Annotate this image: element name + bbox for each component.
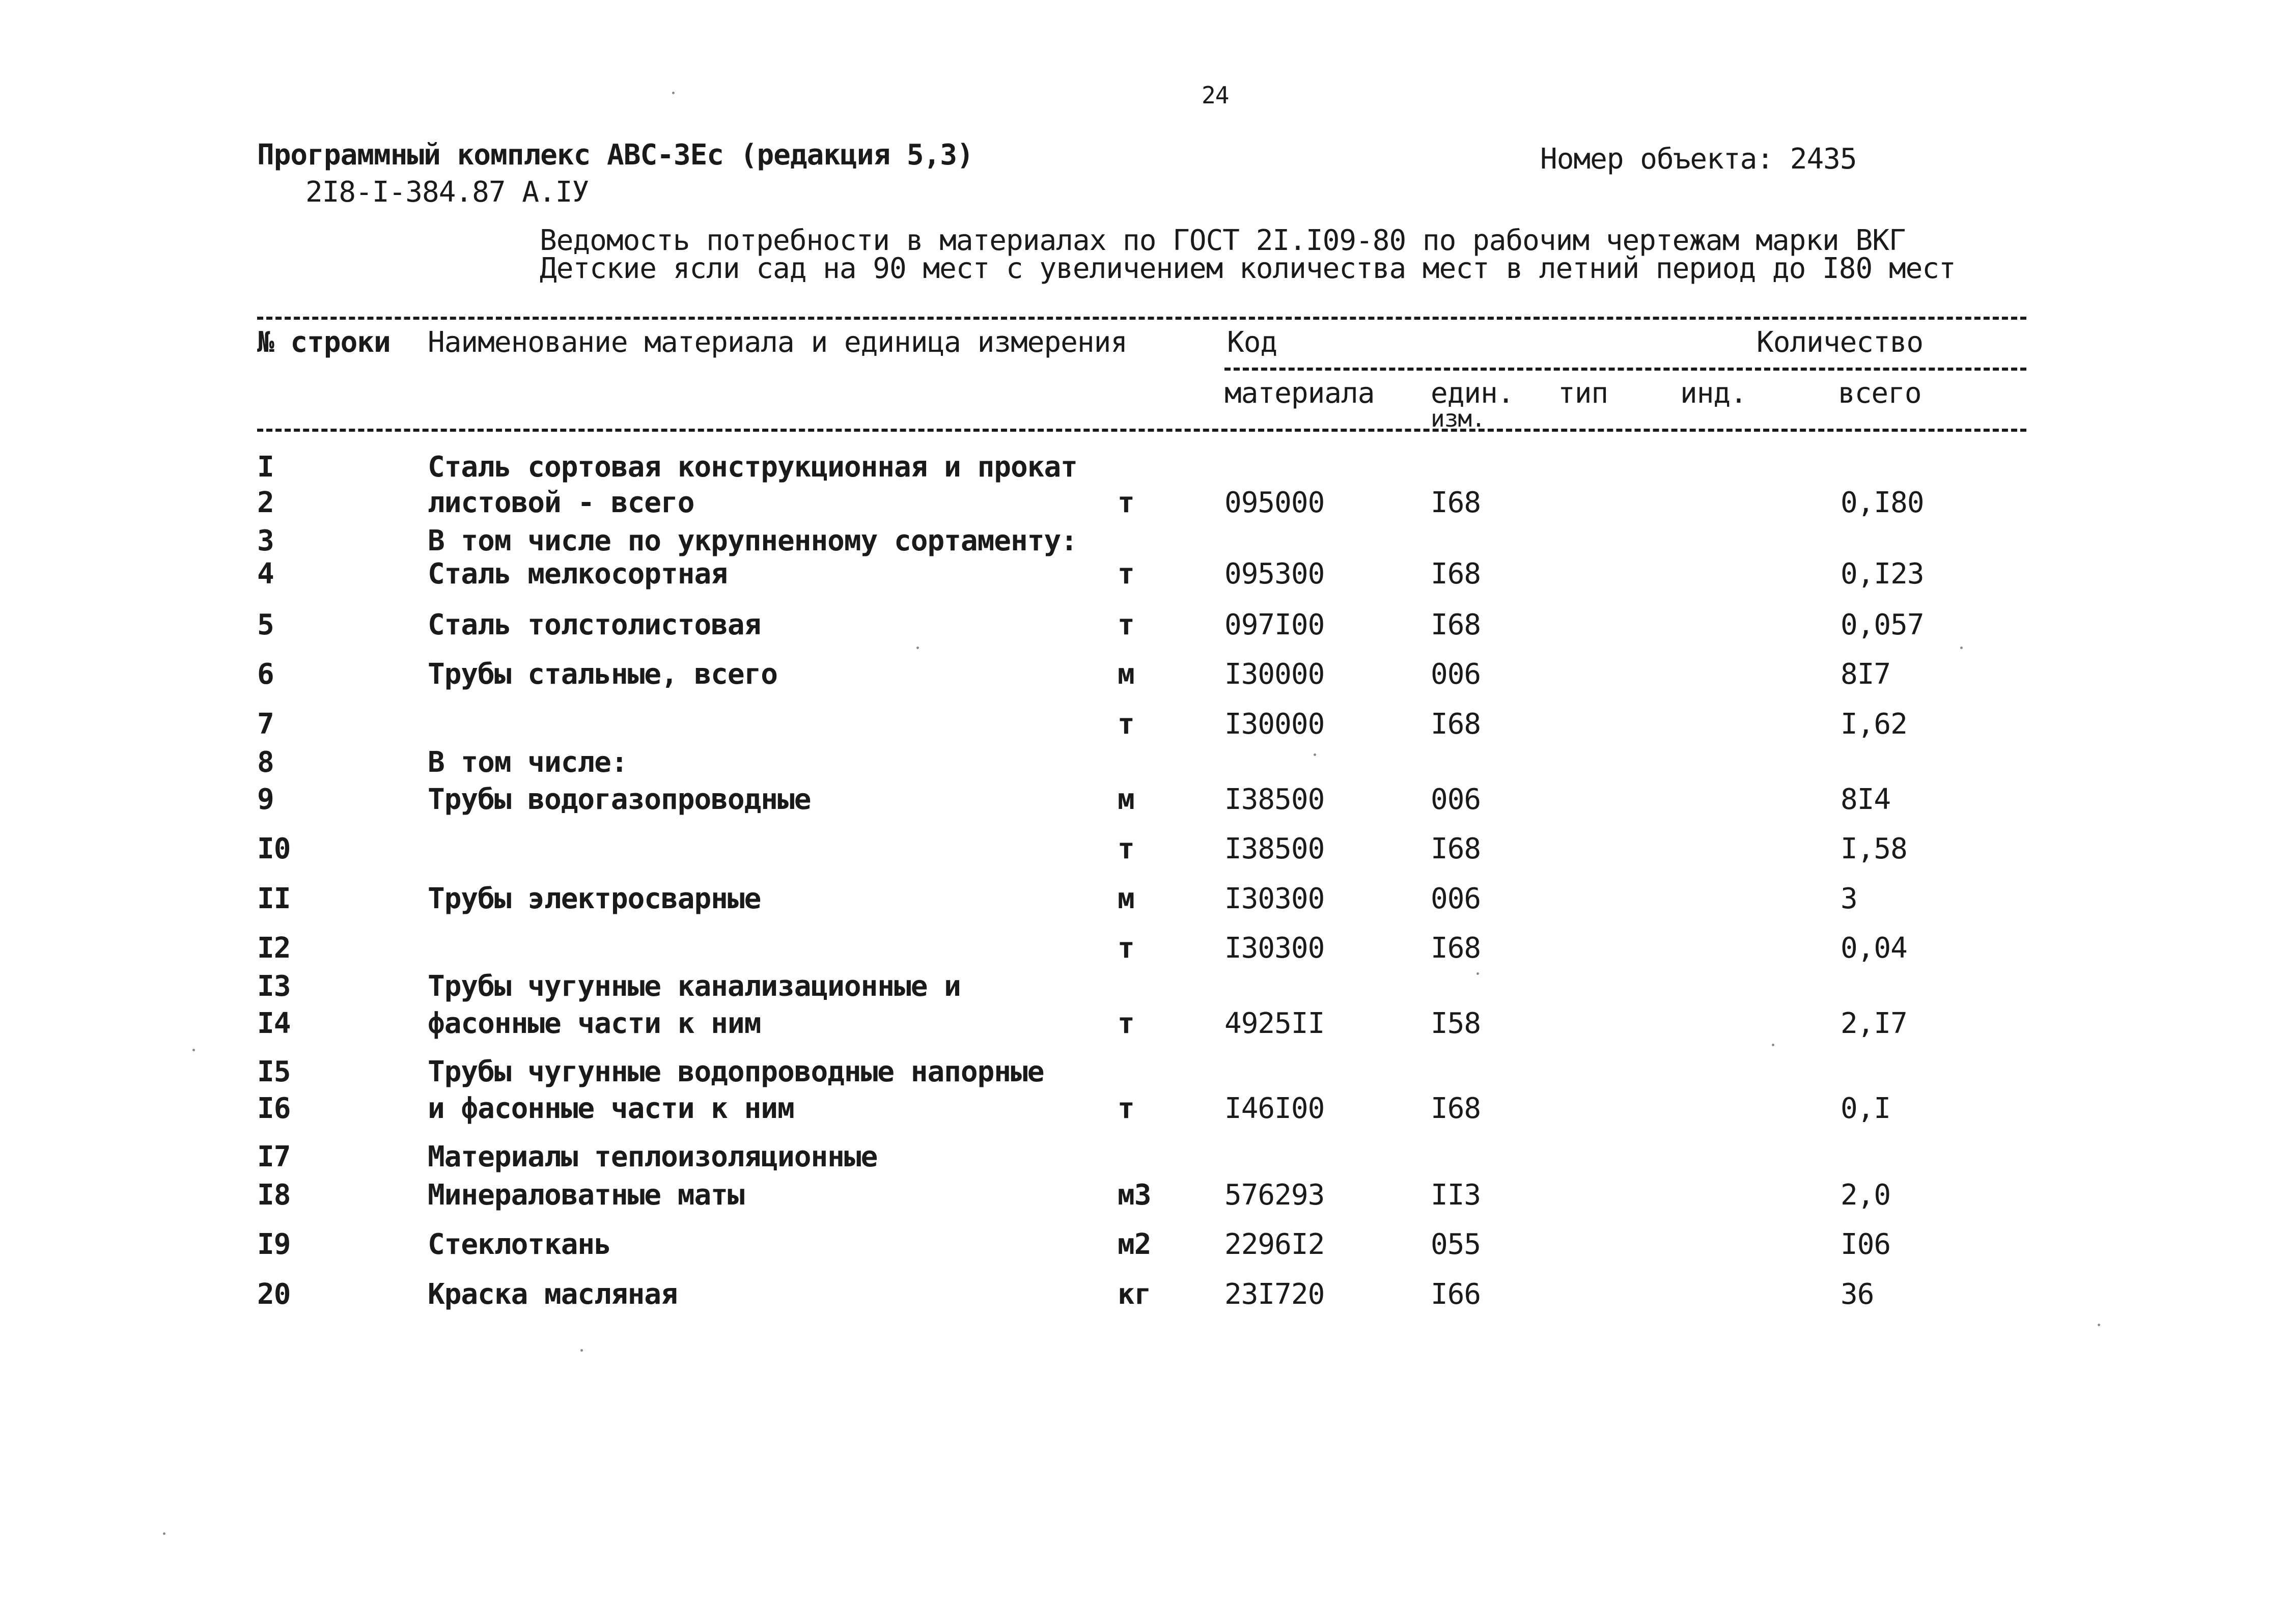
material-name: В том числе:	[428, 746, 628, 779]
material-name: Трубы водогазопроводные	[428, 783, 811, 816]
total: 0,057	[1841, 608, 1924, 641]
scan-speck	[2098, 1324, 2100, 1326]
scan-speck	[1314, 753, 1316, 756]
row-number: 5	[257, 608, 274, 641]
unit-code: I68	[1431, 708, 1481, 741]
material-code: 097I00	[1224, 608, 1325, 641]
header-bottom-rule	[257, 429, 2026, 432]
material-code: I30300	[1224, 882, 1325, 915]
material-name: В том числе по укрупненному сортаменту:	[428, 524, 1077, 557]
unit-code: 006	[1431, 658, 1481, 691]
header-material-name: Наименование материала и единица измерения	[428, 326, 1128, 359]
unit-code: 055	[1431, 1228, 1481, 1261]
total: I06	[1841, 1228, 1891, 1261]
total: 0,04	[1841, 932, 1907, 965]
unit-code: I68	[1431, 832, 1481, 865]
header-quantity: Количество	[1757, 326, 1924, 359]
unit-code: II3	[1431, 1179, 1481, 1212]
unit: т	[1118, 1007, 1134, 1040]
header-row-number: № строки	[257, 326, 391, 359]
material-code: 095300	[1224, 557, 1325, 591]
unit: т	[1118, 832, 1134, 865]
material-name: Краска масляная	[428, 1278, 678, 1311]
scan-speck	[1960, 647, 1963, 649]
material-code: I38500	[1224, 783, 1325, 816]
row-number: 20	[257, 1278, 291, 1311]
scan-speck	[672, 92, 675, 94]
row-number: I	[257, 451, 274, 484]
unit-code: I68	[1431, 932, 1481, 965]
row-number: I3	[257, 970, 291, 1003]
unit-code: I58	[1431, 1007, 1481, 1040]
row-number: I4	[257, 1007, 291, 1040]
program-name: Программный комплекс АВС-3Ес (редакция 5,3)	[257, 138, 973, 172]
header-ind: инд.	[1680, 377, 1747, 410]
unit: м3	[1118, 1179, 1151, 1212]
row-number: 6	[257, 658, 274, 691]
row-number: 3	[257, 524, 274, 557]
header-type: тип	[1558, 377, 1608, 410]
scan-speck	[1476, 972, 1479, 975]
material-name: Минераловатные маты	[428, 1179, 744, 1212]
total: 0,I23	[1841, 557, 1924, 591]
row-number: I7	[257, 1140, 291, 1173]
unit-code: I68	[1431, 1092, 1481, 1125]
row-number: II	[257, 882, 291, 915]
unit: м	[1118, 783, 1134, 816]
scan-speck	[1772, 1044, 1774, 1046]
unit-code: I68	[1431, 557, 1481, 591]
row-number: I0	[257, 832, 291, 865]
material-name: и фасонные части к ним	[428, 1092, 794, 1125]
material-code: I30000	[1224, 708, 1325, 741]
unit-code: I68	[1431, 486, 1481, 519]
unit: т	[1118, 608, 1134, 641]
unit: м	[1118, 882, 1134, 915]
material-name: Трубы стальные, всего	[428, 658, 778, 691]
total: 2,0	[1841, 1179, 1891, 1212]
material-code: I46I00	[1224, 1092, 1325, 1125]
material-name: Сталь мелкосортная	[428, 557, 728, 591]
material-code: 2296I2	[1224, 1228, 1325, 1261]
subheader-rule	[1224, 368, 2026, 371]
unit-code: 006	[1431, 882, 1481, 915]
unit-code: I68	[1431, 608, 1481, 641]
total: 36	[1841, 1278, 1874, 1311]
title-line-1: Ведомость потребности в материалах по ГОСТ 2I.I09-80 по рабочим чертежам марки ВКГ	[540, 224, 1906, 257]
row-number: I5	[257, 1055, 291, 1088]
material-code: I38500	[1224, 832, 1325, 865]
scan-speck	[192, 1049, 195, 1051]
material-code: 095000	[1224, 486, 1325, 519]
unit-code: I66	[1431, 1278, 1481, 1311]
unit: т	[1118, 708, 1134, 741]
material-code: 23I720	[1224, 1278, 1325, 1311]
unit: м2	[1118, 1228, 1151, 1261]
row-number: 8	[257, 746, 274, 779]
unit: т	[1118, 932, 1134, 965]
material-name: Трубы чугунные канализационные и	[428, 970, 961, 1003]
material-name: фасонные части к ним	[428, 1007, 761, 1040]
header-material-code: материала	[1224, 377, 1375, 410]
total: 2,I7	[1841, 1007, 1907, 1040]
object-number: Номер объекта: 2435	[1540, 143, 1857, 176]
unit: т	[1118, 486, 1134, 519]
row-number: 9	[257, 783, 274, 816]
row-number: I6	[257, 1092, 291, 1125]
total: I,58	[1841, 832, 1907, 865]
total: 8I4	[1841, 783, 1891, 816]
header-code: Код	[1227, 326, 1277, 359]
total: 0,I	[1841, 1092, 1891, 1125]
material-name: Стеклоткань	[428, 1228, 611, 1261]
material-name: Материалы теплоизоляционные	[428, 1140, 878, 1173]
table-top-rule	[257, 317, 2026, 320]
unit-code: 006	[1431, 783, 1481, 816]
unit: т	[1118, 1092, 1134, 1125]
material-name: листовой - всего	[428, 486, 694, 519]
material-name: Трубы чугунные водопроводные напорные	[428, 1055, 1044, 1088]
row-number: I8	[257, 1179, 291, 1212]
unit: м	[1118, 658, 1134, 691]
material-name: Сталь толстолистовая	[428, 608, 761, 641]
row-number: I2	[257, 932, 291, 965]
header-unit-code-2: изм.	[1431, 405, 1485, 432]
scan-speck	[163, 1532, 165, 1535]
total: 3	[1841, 882, 1857, 915]
page-number: 24	[1202, 81, 1229, 109]
material-code: I30300	[1224, 932, 1325, 965]
scan-speck	[580, 1349, 583, 1352]
title-line-2: Детские ясли сад на 90 мест с увеличением количества мест в летний период до I80 мест	[540, 252, 1956, 285]
scan-speck	[916, 647, 919, 649]
material-code: 4925II	[1224, 1007, 1325, 1040]
material-code: 576293	[1224, 1179, 1325, 1212]
material-code: I30000	[1224, 658, 1325, 691]
unit: кг	[1118, 1278, 1151, 1311]
row-number: I9	[257, 1228, 291, 1261]
header-unit-code: един.	[1431, 377, 1514, 410]
row-number: 7	[257, 708, 274, 741]
total: 0,I80	[1841, 486, 1924, 519]
row-number: 4	[257, 557, 274, 591]
total: 8I7	[1841, 658, 1891, 691]
material-name: Сталь сортовая конструкционная и прокат	[428, 451, 1077, 484]
document-code: 2I8-I-384.87 А.IУ	[305, 176, 589, 209]
total: I,62	[1841, 708, 1907, 741]
header-total: всего	[1838, 377, 1921, 410]
material-name: Трубы электросварные	[428, 882, 761, 915]
unit: т	[1118, 557, 1134, 591]
row-number: 2	[257, 486, 274, 519]
